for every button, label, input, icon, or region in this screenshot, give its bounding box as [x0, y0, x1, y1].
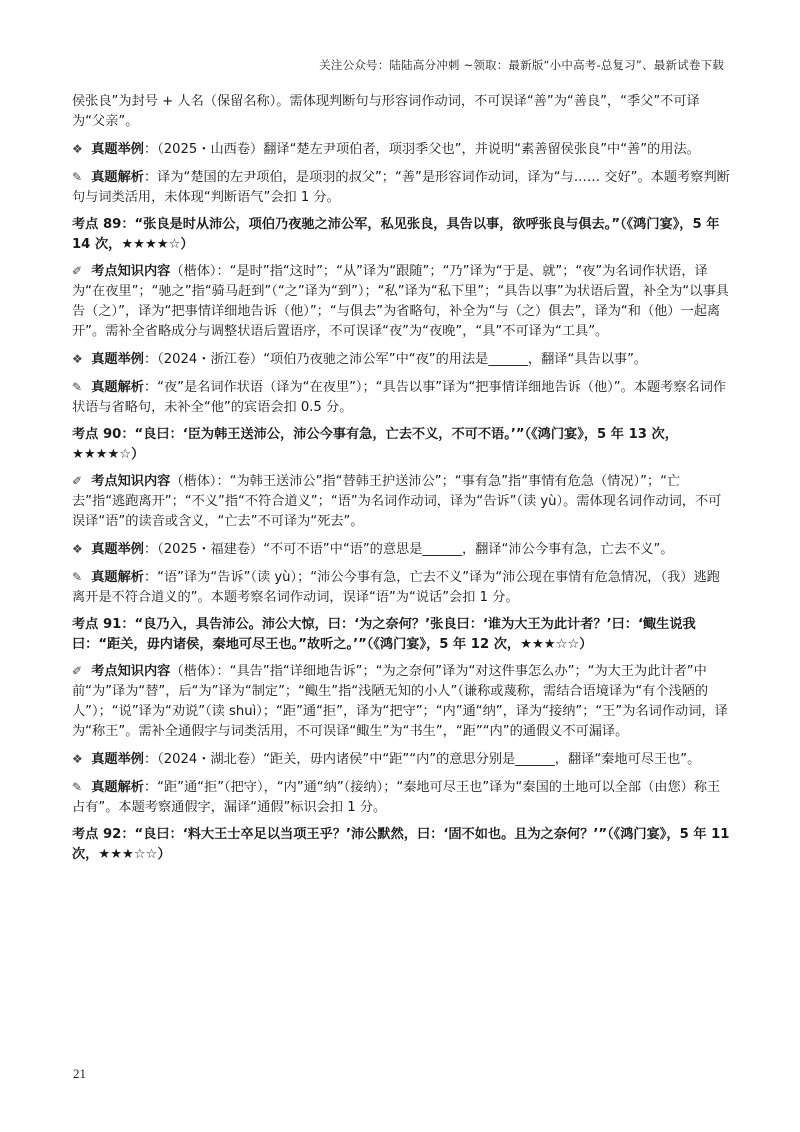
- kaodian-92-title: 考点 92：“良曰：‘料大王士卒足以当项王乎？’沛公默然，曰：‘固不如也。且为之奈何？’”（《鸿门宴》，5 年 11 次，★★★☆☆）: [72, 827, 730, 862]
- item-text: （楷体）：“为韩王送沛公”指“替韩王护送沛公”；“事有急”指“事情有危急（情况）”；“亡去”指“逃跑离开”；“不义”指“不符合道义”；“语”为名词作动词，译为“告诉”（读 yù）。需体现名词作动词，不可误译“语”的读音或含义，“亡去”不可译为“死去”。: [72, 474, 722, 529]
- exam-example: [72, 139, 732, 160]
- intro-paragraph: 侯张良”为封号 + 人名（保留名称）。需体现判断句与形容词作动词，不可误译“善”为“善良”，“季父”不可译为“父亲”。: [72, 94, 700, 129]
- knowledge-content: [72, 661, 732, 742]
- exam-example: [72, 539, 732, 560]
- exam-example: [72, 749, 732, 770]
- item-text: ：“距”通“拒”（把守），“内”通“纳”（接纳）；“秦地可尽王也”译为“秦国的土地可以全部（由您）称王占有”。本题考察通假字，漏译“通假”标识会扣 1 分。: [72, 780, 721, 815]
- knowledge-content: [72, 261, 732, 342]
- item-text: （楷体）：“具告”指“详细地告诉”；“为之奈何”译为“对这件事怎么办”；“为大王为此计者”中前“为”译为“替”，后“为”译为“制定”；“鲰生”指“浅陋无知的小人”（谦称或蔑称，需结合语境译为“有个浅陋的人”）；“说”译为“劝说”（读 shuì）；“距”通“拒”，译为“把守”；“内”通“纳”，译为“接纳”；“王”为名词作动词，译为“称王”。需补全通假字与词类活用，不可误译“鲰生”为“书生”，“距”“内”的通假义不可漏译。: [72, 664, 728, 739]
- item-label: 真题举例: [91, 352, 144, 367]
- pen-icon: ✐: [72, 474, 83, 488]
- exam-analysis: [72, 377, 732, 418]
- pen-icon: ✐: [72, 264, 83, 278]
- item-text: ：（2024・浙江卷）“项伯乃夜驰之沛公军”中“夜”的用法是______，翻译“具告以事”。: [143, 352, 648, 367]
- item-label: 真题举例: [91, 752, 144, 767]
- exam-analysis: [72, 777, 732, 818]
- item-label: 考点知识内容: [91, 474, 171, 489]
- page-content: [72, 92, 732, 871]
- item-text: ：（2025・山西卷）翻译“楚左尹项伯者，项羽季父也”，并说明“素善留侯张良”中“善”的用法。: [143, 142, 700, 157]
- item-text: ：译为“楚国的左尹项伯，是项羽的叔父”；“善”是形容词作动词，译为“与…… 交好”。本题考察判断句与词类活用，未体现“判断语气”会扣 1 分。: [72, 170, 730, 205]
- kaodian-90-title: 考点 90：“良曰：‘臣为韩王送沛公，沛公今事有急，亡去不义，不可不语。’”（《鸿门宴》，5 年 13 次，★★★★☆）: [72, 427, 678, 462]
- item-label: 考点知识内容: [91, 264, 171, 279]
- diamond-icon: ❖: [72, 542, 83, 556]
- diamond-icon: ❖: [72, 752, 83, 766]
- diamond-icon: ❖: [72, 142, 83, 156]
- kaodian-91-title: 考点 91：“良乃入，具告沛公。沛公大惊，曰：‘为之奈何？’张良曰：‘谁为大王为此计者？’曰：‘鲰生说我曰：“距关，毋内诸侯，秦地可尽王也。”故听之。’”（《鸿门宴》，5 年 12 次，★★★☆☆）: [72, 617, 696, 652]
- knowledge-content: [72, 471, 732, 532]
- kaodian-89-title: 考点 89：“张良是时从沛公，项伯乃夜驰之沛公军，私见张良，具告以事，欲呼张良与俱去。”（《鸿门宴》，5 年 14 次，★★★★☆）: [72, 217, 720, 252]
- pencil-icon: ✎: [72, 380, 83, 394]
- item-label: 真题解析: [91, 170, 144, 185]
- exam-analysis: [72, 167, 732, 208]
- item-label: 真题解析: [91, 780, 144, 795]
- diamond-icon: ❖: [72, 352, 83, 366]
- item-label: 考点知识内容: [91, 664, 171, 679]
- pencil-icon: ✎: [72, 780, 83, 794]
- item-text: ：“夜”是名词作状语（译为“在夜里”）；“具告以事”译为“把事情详细地告诉（他）”。本题考察名词作状语与省略句，未补全“他”的宾语会扣 0.5 分。: [72, 380, 727, 415]
- item-label: 真题解析: [91, 380, 144, 395]
- page-number: 21: [73, 1066, 86, 1081]
- item-label: 真题举例: [91, 542, 144, 557]
- item-text: ：“语”译为“告诉”（读 yù）；“沛公今事有急，亡去不义”译为“沛公现在事情有危急情况，（我）逃跑离开是不符合道义的”。本题考察名词作动词，误译“语”为“说话”会扣 1 分。: [72, 570, 720, 605]
- pen-icon: ✐: [72, 664, 83, 678]
- item-label: 真题举例: [91, 142, 144, 157]
- item-text: ：（2025・福建卷）“不可不语”中“语”的意思是______，翻译“沛公今事有急，亡去不义”。: [143, 542, 674, 557]
- item-label: 真题解析: [91, 570, 144, 585]
- pencil-icon: ✎: [72, 170, 83, 184]
- pencil-icon: ✎: [72, 570, 83, 584]
- exam-analysis: [72, 567, 732, 608]
- exam-example: [72, 349, 732, 370]
- item-text: （楷体）：“是时”指“这时”；“从”译为“跟随”；“乃”译为“于是、就”；“夜”为名词作状语，译为“在夜里”；“驰之”指“骑马赶到”（“之”译为“到”）；“私”译为“私下里”；“具告以事”为状语后置，补全为“以事具告（之）”，译为“把事情详细地告诉（他）”；“与俱去”为省略句，补全为“与（之）俱去”，译为“和（他）一起离开”。需补全省略成分与调整状语后置语序，不可误译“夜”为“夜晚”，“具”不可译为“工具”。: [72, 264, 729, 339]
- item-text: ：（2024・湖北卷）“距关，毋内诸侯”中“距”“内”的意思分别是______，翻译“秦地可尽王也”。: [143, 752, 701, 767]
- page-header: 关注公众号：陆陆高分冲刺 ~领取：最新版“小中高考-总复习”、最新试卷下载: [319, 58, 724, 72]
